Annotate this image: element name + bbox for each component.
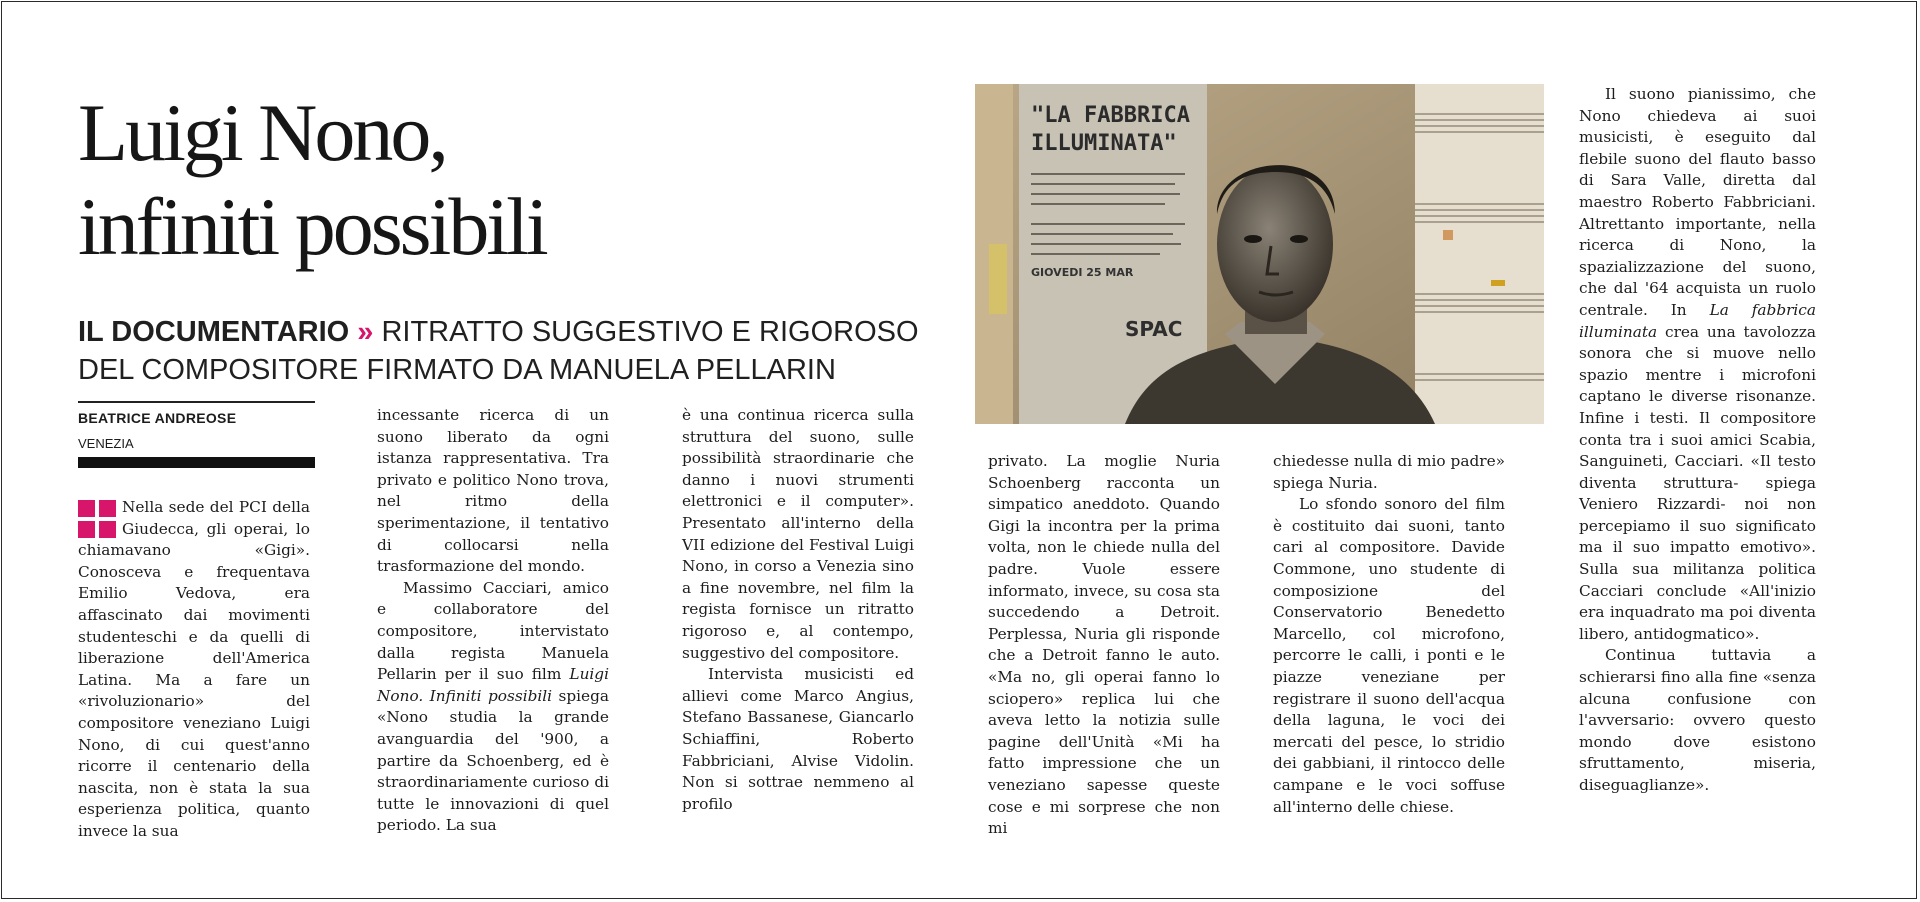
photo-illustration: [975, 84, 1544, 424]
paragraph: [1579, 84, 1816, 645]
poster-title-line-2: ILLUMINATA": [1031, 131, 1177, 156]
paragraph: privato. La moglie Nuria Schoenberg racconta un simpatico aneddoto. Quando Gigi la incontra per la prima volta, non le chiede nulla del padre. Vuole essere informato, invece, su cosa sta succedendo a Detroit. Perplessa, Nuria gli risponde che a Detroit fanno le auto. «Ma no, gli operai fanno lo sciopero» replica lui che aveva letto la notizia sulle pagine dell'Unità «Mi ha fatto impressione che un veneziano sapesse queste cose e mi sorprese che non mi: [988, 452, 1220, 838]
text-column-4: [988, 451, 1220, 840]
paragraph: [377, 578, 609, 837]
byline-city: VENEZIA: [78, 436, 134, 451]
paragraph: è una continua ricerca sulla struttura del suono, sulle possibilità straordinarie che danno i nuovi strumenti elettronici e il computer». Presentato all'interno della VII edizione del Festival Luigi Nono, in corso a Venezia sino a fine novembre, nel film la regista fornisce un ritratto rigoroso e, al contempo, suggestivo del compositore.: [682, 406, 914, 662]
kicker: IL DOCUMENTARIO: [78, 316, 350, 348]
text-column-6: [1579, 84, 1816, 797]
text-column-1: [78, 497, 310, 843]
paragraph-text: crea una tavolozza sonora che si muove nello spazio mentre i microfoni captano le diverse risonanze. Infine i testi. Il compositore conta tra i suoi amici Scabia, Sanguineti, Cacciari. «Il testo diventa struttura- spiega Veniero Rizzardi- noi non percepiamo il suo significato ma il suo impatto emotivo». Sulla sua militanza politica Cacciari conclude «All'inizio era inquadrato ma poi diventa libero, antidogmatico».: [1579, 322, 1816, 643]
paragraph-text: Nella sede del PCI della Giudecca, gli operai, lo chiamavano «Gigi». Conosceva e frequentava Emilio Vedova, era affascinato dai movimenti studenteschi e da quelli di liberazione dell'America Latina. Ma a fare un «rivoluzionario» del compositore veneziano Luigi Nono, di cui quest'anno ricorre il centenario della nascita, non è stata la sua esperienza politica, quanto invece la sua: [78, 498, 310, 840]
film-title: Luigi Nono. Infiniti possibili: [377, 665, 609, 705]
work-title: La fabbrica illuminata: [1579, 300, 1816, 341]
poster-fragment: SPAC: [1125, 317, 1183, 341]
paragraph: [78, 497, 310, 843]
paragraph: Continua tuttavia a schierarsi fino alla fine «senza alcuna confusione con l'avversario: ovvero questo mondo dove esistono sfruttamento, miseria, diseguaglianze».: [1579, 646, 1816, 794]
dropcap-ornament: [78, 500, 116, 538]
deck: [78, 313, 978, 389]
text-column-2: [377, 405, 609, 837]
paragraph: Lo sfondo sonoro del film è costituito dai suoni, tanto cari al compositore. Davide Commone, uno studente di composizione del Conservatorio Benedetto Marcello, col microfono, percorre le calli, i ponti e le piazze veneziane per registrare il suono dell'acqua della laguna, le voci dei mercati del pesce, lo stridio dei gabbiani, il rintocco delle campane e le voci soffuse all'interno delle chiese.: [1273, 495, 1505, 816]
kicker-arrow: »: [357, 316, 374, 348]
poster-title-line-1: "LA FABBRICA: [1031, 103, 1190, 128]
byline-author: BEATRICE ANDREOSE: [78, 410, 237, 426]
text-column-3: [682, 405, 914, 815]
deck-line-2: DEL COMPOSITORE FIRMATO DA MANUELA PELLARIN: [78, 354, 836, 386]
deck-line-1: RITRATTO SUGGESTIVO E RIGOROSO: [381, 316, 919, 348]
poster-date: GIOVEDI 25 MAR: [1031, 266, 1134, 279]
paragraph-text: Il suono pianissimo, che Nono chiedeva ai suoi musicisti, è eseguito dal flebile suono del flauto basso di Sara Valle, diretta dal maestro Roberto Fabbriciani. Altrettanto importante, nella ricerca di Nono, la spazializzazione del suono, che dal '64 acquista un ruolo centrale. In: [1579, 85, 1816, 319]
article-photo: [975, 84, 1544, 424]
headline: Luigi Nono, infiniti possibili: [78, 87, 546, 272]
byline-bar: [78, 457, 315, 468]
paragraph: chiedesse nulla di mio padre» spiega Nuria.: [1273, 452, 1505, 492]
paragraph: Intervista musicisti ed allievi come Marco Angius, Stefano Bassanese, Giancarlo Schiaffini, Roberto Fabbriciani, Alvise Vidolin. Non si sottrae nemmeno al profilo: [682, 665, 914, 813]
paragraph-text: spiega «Nono studia la grande avanguardia del '900, a partire da Schoenberg, ed è straordinariamente curioso di tutte le innovazioni di quel periodo. La sua: [377, 686, 609, 835]
paragraph: incessante ricerca di un suono liberato da ogni istanza rappresentativa. Tra privato e politico Nono trova, nel ritmo della sperimentazione, il tentativo di collocarsi nella trasformazione del mondo.: [377, 406, 609, 576]
byline-rule: [78, 401, 315, 403]
text-column-5: [1273, 451, 1505, 818]
paragraph-text: Massimo Cacciari, amico e collaboratore del compositore, intervistato dalla regista Manuela Pellarin per il suo film: [377, 578, 609, 684]
